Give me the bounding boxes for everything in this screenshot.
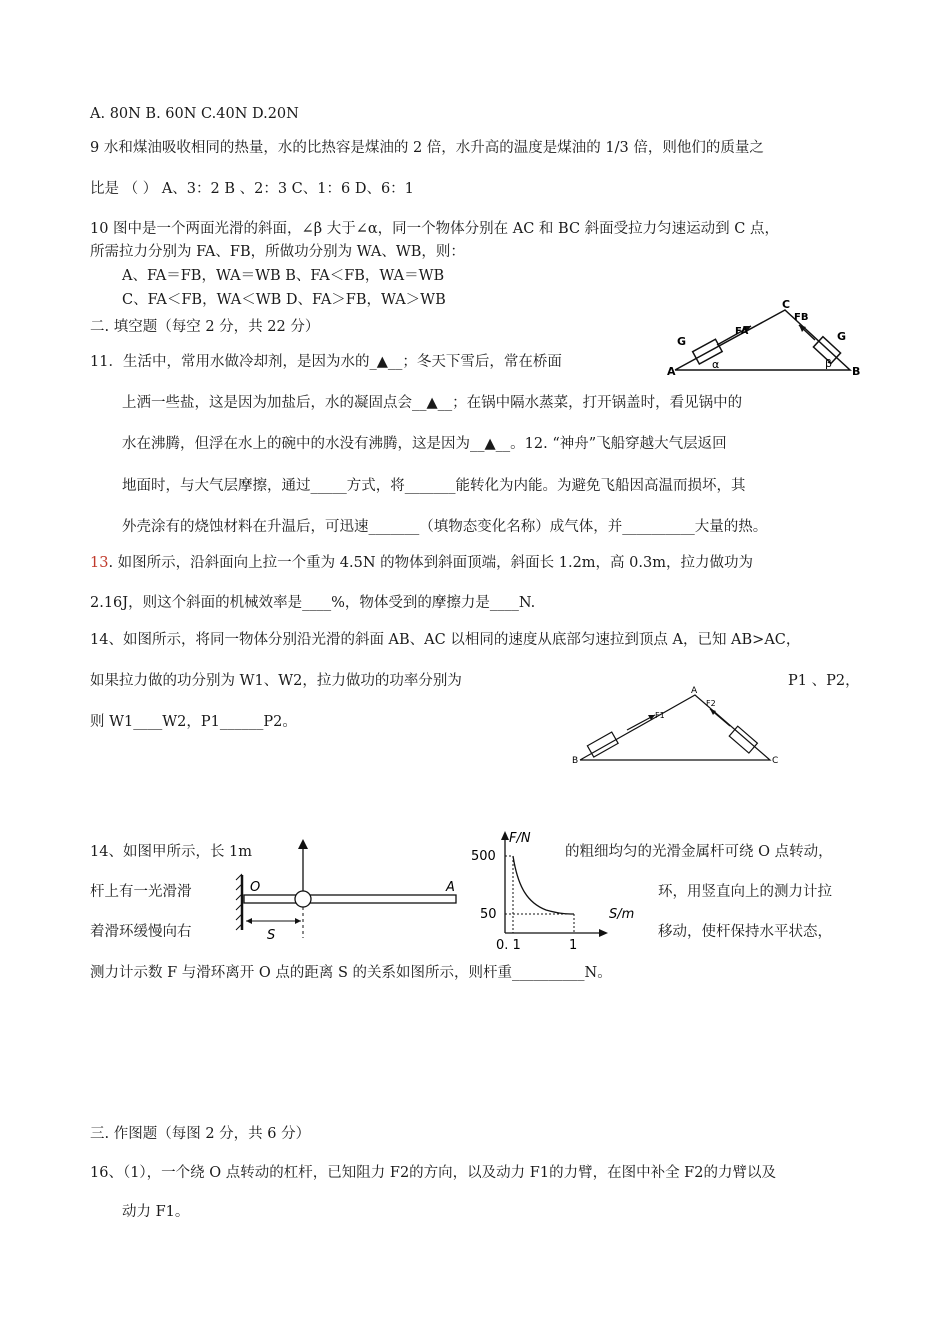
svg-text:G: G [837, 330, 847, 343]
section-2-heading: 二. 填空题（每空 2 分，共 22 分） [90, 319, 320, 335]
q16-text-2: 动力 F1。 [122, 1204, 190, 1220]
q11-text: 11．生活中，常用水做冷却剂，是因为水的_▲__；冬天下雪后，常在桥面 [90, 354, 562, 370]
q16-text: 16、（1），一个绕 O 点转动的杠杆，已知阻力 F2的方向，以及动力 F1的力臂，在图中补全 F2的力臂以及 [90, 1165, 776, 1181]
svg-text:50: 50 [480, 907, 497, 922]
svg-text:F/N: F/N [509, 831, 531, 846]
svg-text:O: O [250, 880, 261, 895]
incline-figure-q10 [665, 295, 865, 380]
svg-text:B: B [572, 756, 579, 766]
q10-options-ab: A、FA＝FB，WA＝WB B、FA＜FB，WA＝WB [122, 268, 445, 284]
svg-text:500: 500 [471, 849, 496, 864]
q15-text-4: 测力计示数 F 与滑环离开 O 点的距离 S 的关系如图所示，则杆重__________N。 [90, 965, 612, 981]
svg-text:1: 1 [569, 938, 578, 953]
q12-text: 地面时，与大气层摩擦，通过_____方式，将_______能转化为内能。为避免飞船因高温而损坏，其 [122, 478, 746, 494]
q14-text: 14、如图所示，将同一物体分别沿光滑的斜面 AB、AC 以相同的速度从底部匀速拉到顶点 A，已知 AB>AC， [90, 632, 801, 648]
q14-text-2: 如果拉力做的功分别为 W1、W2，拉力做功的功率分别为 [90, 673, 462, 689]
q11-text-3: 水在沸腾，但浮在水上的碗中的水没有沸腾，这是因为__▲__。12. “神舟”飞船穿越大气层返回 [122, 436, 727, 452]
q9-options: 比是 （ ） A、3：2 B 、2：3 C、1：6 D、6：1 [90, 181, 414, 197]
svg-text:S/m: S/m [609, 907, 635, 922]
svg-text:S: S [267, 928, 276, 943]
q15-text-2b: 环，用竖直向上的测力计拉 [658, 884, 832, 900]
q15-text-3b: 移动，使杆保持水平状态， [658, 924, 832, 940]
q10-text-2: 所需拉力分别为 FA、FB，所做功分别为 WA、WB，则： [90, 244, 465, 260]
q13-number: 13 [90, 555, 109, 571]
svg-text:α: α [712, 358, 720, 371]
svg-text:F1: F1 [655, 711, 665, 720]
svg-text:C: C [782, 298, 791, 311]
svg-text:0. 1: 0. 1 [496, 938, 521, 953]
lever-figure-q15 [232, 835, 464, 945]
svg-text:A: A [446, 880, 455, 895]
q14-text-2b: P1 、P2， [788, 673, 860, 689]
svg-text:F2: F2 [706, 699, 716, 708]
q15-text-3: 着滑环缓慢向右 [90, 924, 192, 940]
q10-text: 10 图中是一个两面光滑的斜面，∠β 大于∠α，同一个物体分别在 AC 和 BC 斜面受拉力匀速运动到 C 点， [90, 221, 779, 237]
q13-text-2: 2.16J，则这个斜面的机械效率是____%，物体受到的摩擦力是____N. [90, 595, 536, 611]
q15-text-b: 的粗细均匀的光滑金属杆可绕 O 点转动， [565, 844, 833, 860]
q12-text-2: 外壳涂有的烧蚀材料在升温后，可迅速_______（填物态变化名称）成气体，并__________大量的热。 [122, 519, 768, 535]
svg-text:G: G [677, 335, 687, 348]
force-distance-graph-q15 [468, 828, 653, 953]
svg-text:FB: FB [794, 312, 809, 323]
q8-options: A. 80N B. 60N C.40N D.20N [90, 106, 299, 122]
svg-text:A: A [667, 365, 676, 378]
svg-text:C: C [772, 756, 779, 766]
q15-text: 14、如图甲所示，长 1m [90, 844, 253, 860]
section-3-heading: 三. 作图题（每图 2 分，共 6 分） [90, 1126, 311, 1142]
svg-text:A: A [691, 686, 698, 696]
q15-text-2: 杆上有一光滑滑 [90, 884, 192, 900]
q9-text: 9 水和煤油吸收相同的热量，水的比热容是煤油的 2 倍，水升高的温度是煤油的 1/3 倍，则他们的质量之 [90, 140, 764, 156]
svg-text:β: β [825, 357, 833, 370]
q13-text: 13. 如图所示，沿斜面向上拉一个重为 4.5N 的物体到斜面顶端，斜面长 1.2m，高 0.3m，拉力做功为 [90, 555, 753, 571]
q14-text-3: 则 W1____W2，P1______P2。 [90, 714, 297, 730]
svg-text:B: B [852, 365, 861, 378]
incline-figure-q14 [565, 680, 785, 770]
q10-options-cd: C、FA＜FB，WA＜WB D、FA＞FB，WA＞WB [122, 292, 446, 308]
q11-text-2: 上洒一些盐，这是因为加盐后，水的凝固点会__▲__；在锅中隔水蒸菜，打开锅盖时，看见锅中的 [122, 395, 743, 411]
svg-text:FA: FA [735, 326, 749, 337]
